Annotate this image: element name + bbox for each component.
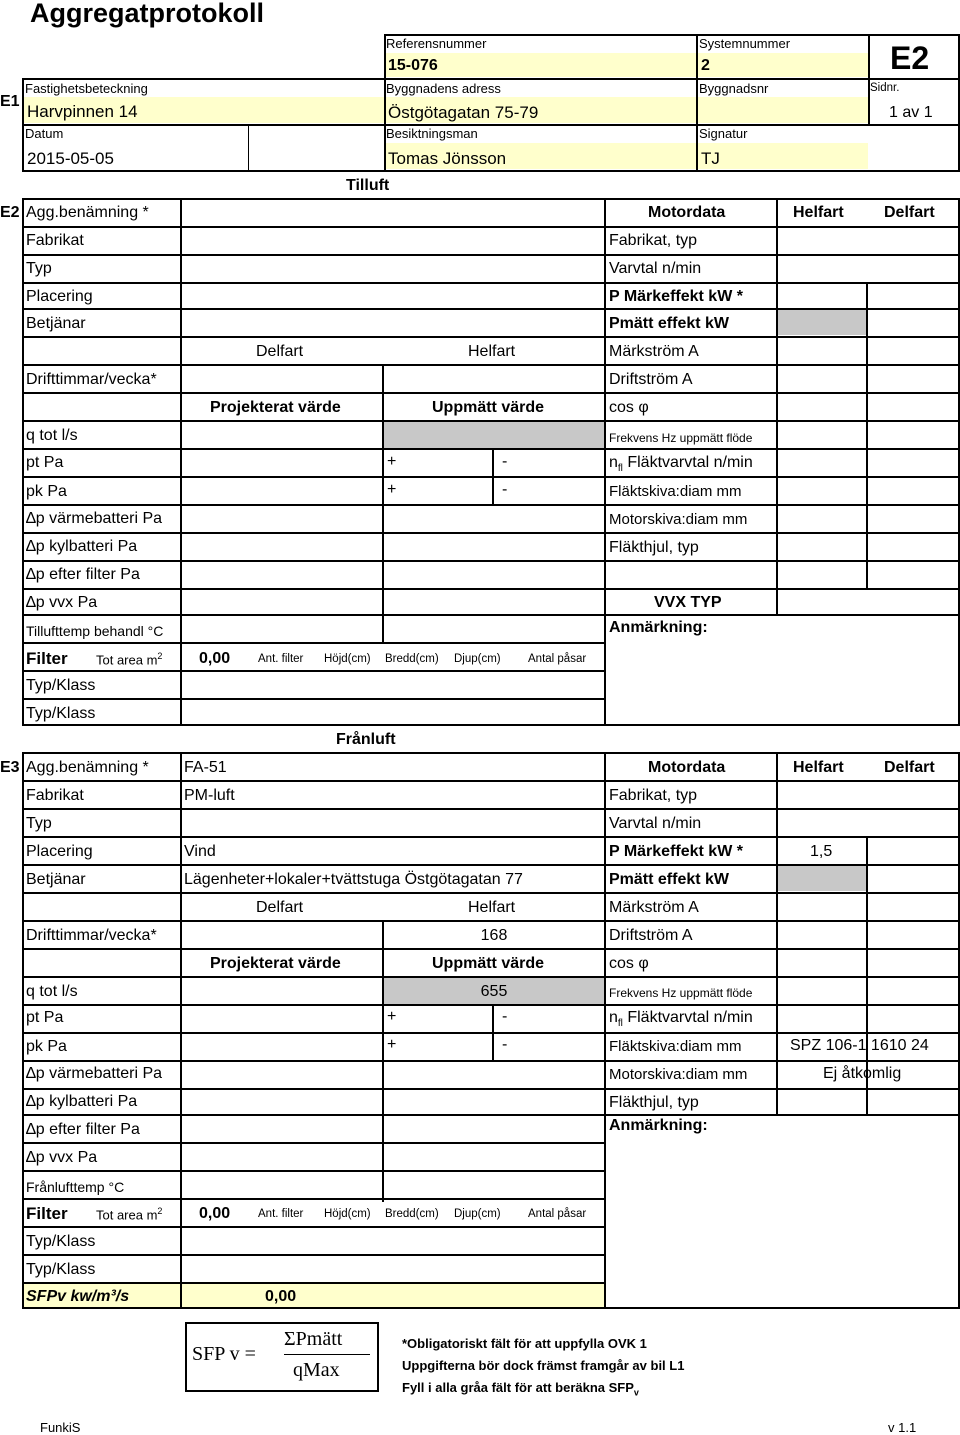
motor-helfart-label: Helfart [793,204,844,221]
grid-line [22,1254,606,1256]
grid-line [22,976,960,978]
kylbatteri-label: ∆p kylbatteri Pa [26,1093,138,1110]
grid-line [22,198,24,726]
grid-line [22,448,960,450]
pk-label: pk Pa [26,483,67,500]
header-line [22,170,960,172]
varvtal-label: Varvtal n/min [609,260,702,277]
typklass-label: Typ/Klass [26,1261,96,1278]
sign-field-bg [697,143,868,169]
grid-line [382,920,384,1202]
formula-numerator: ΣPmätt [284,1328,343,1350]
filter-label: Filter [26,1204,68,1223]
note-line-3: Fyll i alla gråa fält för att beräkna $SFP_v$ [402,1380,639,1398]
besikt-label: Besiktningsman [386,126,478,141]
markeffekt-label: P Märkeffekt kW * [609,843,743,860]
uppmatt-label: Uppmätt värde [432,399,545,416]
datum-value[interactable]: 2015-05-05 [27,149,114,168]
sign-value[interactable]: TJ [701,149,720,168]
formula-denominator: qMax [293,1359,340,1381]
tot-area-label: Tot area $m^2$ [96,1206,163,1223]
motorskiva-label: Motorskiva:diam mm [609,511,748,528]
temp-label: Frånlufttemp °C [26,1179,125,1195]
besikt-value[interactable]: Tomas Jönsson [388,149,507,168]
agg-label: Agg.benämning * [26,204,149,221]
typ-label: Typ [26,815,52,832]
franluft-code: E3 [0,759,20,776]
grid-line [22,504,960,506]
grid-line [492,1004,494,1060]
efter-filter-label: ∆p efter filter Pa [26,1121,140,1138]
delfart-col-label: Delfart [256,343,304,360]
grid-line [22,588,960,590]
datum-label: Datum [25,126,64,141]
fabrikat-typ-label: Fabrikat, typ [609,232,698,249]
grid-line [180,752,182,1309]
footer-version: v 1.1 [888,1420,917,1435]
pt-plus: + [387,453,397,470]
tilluft-heading: Tilluft [346,177,390,194]
header-line [248,125,249,170]
grid-line [22,1307,960,1309]
sign-label: Signatur [699,126,748,141]
addr-value[interactable]: Östgötagatan 75-79 [388,103,539,122]
pk-minus: - [502,481,508,498]
qtot-label: q tot l/s [26,427,78,444]
placering-value[interactable]: Vind [184,843,216,860]
grid-line [776,588,778,616]
pt-minus: - [502,453,508,470]
flaktvarvtal-label: $n_{fl}$ Fläktvarvtal n/min [609,454,753,475]
betjanar-label: Betjänar [26,871,86,888]
grid-line [604,198,606,726]
flakthjul-label: Fläkthjul, typ [609,1094,699,1111]
grid-line [776,752,778,1116]
anmarkning-label: Anmärkning: [609,619,708,636]
pt-plus: + [387,1008,397,1025]
header-line [384,34,386,172]
flaktskiva-value[interactable]: SPZ 106-1 1610 24 [790,1037,929,1054]
drifttimmar-label: Drifttimmar/vecka* [26,371,157,388]
addr-label: Byggnadens adress [386,81,501,96]
grid-line [22,1198,606,1200]
antal-pasar-label: Antal påsar [528,653,587,665]
header-line [22,78,960,80]
grid-line [22,420,960,422]
grid-line [22,642,606,644]
motor-helfart-label: Helfart [793,759,844,776]
grid-line [22,892,960,894]
page-title: Aggregatprotokoll [30,0,264,28]
pt-label: pt Pa [26,1009,64,1026]
typklass-label: Typ/Klass [26,1233,96,1250]
cos-label: cos φ [609,399,649,416]
grid-line [382,364,384,644]
tilluft-code: E2 [0,204,20,221]
grid-line [492,448,494,504]
pt-label: pt Pa [26,454,64,471]
sfpv-label: SFPv kw/m³/s [26,1288,130,1305]
betjanar-label: Betjänar [26,315,86,332]
temp-label: Tillufttemp behandl °C [26,623,164,639]
header-line [22,124,960,126]
grid-line [22,1114,960,1116]
grid-line [22,1032,960,1034]
formula-fraction-bar [284,1354,370,1355]
grid-line [22,1282,606,1284]
grid-line [22,1088,960,1090]
grid-line [22,476,960,478]
grid-line [22,254,960,256]
pk-plus: + [387,481,397,498]
sidnr-label: Sidnr. [870,82,900,94]
frekvens-label: Frekvens Hz uppmätt flöde [609,431,753,445]
qtot-value[interactable]: 655 [480,983,508,1000]
driftstrom-label: Driftström A [609,927,693,944]
vvx-typ-label: VVX TYP [654,594,722,611]
flaktskiva-label: Fläktskiva:diam mm [609,1038,742,1055]
bygg-field-bg [697,97,868,123]
pk-plus: + [387,1036,397,1053]
e1-code: E1 [0,93,20,110]
uppmatt-label: Uppmätt värde [432,955,545,972]
grid-line [22,724,960,726]
bygg-label: Byggnadsnr [699,81,769,96]
grid-line [22,308,960,310]
vvx-label: ∆p vvx Pa [26,594,98,611]
fabrikat-typ-label: Fabrikat, typ [609,787,698,804]
drifttimmar-helfart[interactable]: 168 [480,927,508,944]
grid-line [22,226,960,228]
sfp-formula-box [185,1322,379,1392]
grid-line [776,198,778,590]
kylbatteri-label: ∆p kylbatteri Pa [26,538,138,555]
motorskiva-value[interactable]: Ej åtkomlig [823,1065,902,1082]
grid-line [22,336,960,338]
djup-label: Djup(cm) [454,653,501,665]
anmarkning-label: Anmärkning: [609,1117,708,1134]
grid-line [22,1170,606,1172]
sidnr-value: 1 av 1 [889,104,933,121]
hojd-label: Höjd(cm) [324,653,371,665]
grid-line [22,948,960,950]
ref-value[interactable]: 15-076 [388,57,438,74]
sys-label: Systemnummer [699,36,791,51]
helfart-col-label: Helfart [468,899,516,916]
fabrikat-label: Fabrikat [26,787,84,804]
fast-label: Fastighetsbeteckning [25,81,148,96]
pmatt-grey-cell [777,865,868,891]
projekterat-label: Projekterat värde [210,399,341,416]
grid-line [22,780,960,782]
helfart-col-label: Helfart [468,343,516,360]
header-line [868,34,870,126]
markstrom-label: Märkström A [609,343,699,360]
motor-delfart-label: Delfart [884,759,935,776]
efter-filter-label: ∆p efter filter Pa [26,566,140,583]
flaktskiva-label: Fläktskiva:diam mm [609,483,742,500]
sys-value[interactable]: 2 [701,57,710,74]
tot-area-value: 0,00 [199,1205,231,1222]
varvtal-label: Varvtal n/min [609,815,702,832]
sfpv-value: 0,00 [265,1288,297,1305]
projekterat-label: Projekterat värde [210,955,341,972]
markeffekt-value[interactable]: 1,5 [810,843,833,860]
grid-line [604,752,606,1309]
page-code: E2 [890,40,930,76]
formula-lhs: SFP v = [192,1343,256,1365]
hojd-label: Höjd(cm) [324,1208,371,1220]
grid-line [22,864,960,866]
pk-minus: - [502,1036,508,1053]
grid-line [22,198,960,200]
ant-filter-label: Ant. filter [258,1208,304,1220]
pmatt-grey-cell [777,309,868,335]
note-line-1: *Obligatoriskt fält för att uppfylla OVK 1 [402,1336,647,1351]
filter-label: Filter [26,649,68,668]
bredd-label: Bredd(cm) [385,653,439,665]
pmatt-label: Pmätt effekt kW [609,871,730,888]
flaktvarvtal-label: $n_{fl}$ Fläktvarvtal n/min [609,1009,753,1030]
sys-field-bg [697,53,868,77]
djup-label: Djup(cm) [454,1208,501,1220]
ant-filter-label: Ant. filter [258,653,304,665]
note-line-2: Uppgifterna bör dock främst framgår av bil L1 [402,1358,685,1373]
grid-line [22,560,960,562]
grid-line [22,1226,606,1228]
pmatt-label: Pmätt effekt kW [609,315,730,332]
agg-label: Agg.benämning * [26,759,149,776]
qtot-label: q tot l/s [26,983,78,1000]
markeffekt-label: P Märkeffekt kW * [609,288,743,305]
vvx-label: ∆p vvx Pa [26,1149,98,1166]
flakthjul-label: Fläkthjul, typ [609,539,699,556]
delfart-col-label: Delfart [256,899,304,916]
tot-area-value: 0,00 [199,650,231,667]
qtot-grey-cell [383,421,605,448]
grid-line [22,752,24,1309]
grid-line [180,198,182,726]
pk-label: pk Pa [26,1038,67,1055]
antal-pasar-label: Antal påsar [528,1208,587,1220]
placering-label: Placering [26,288,93,305]
varmebatteri-label: ∆p värmebatteri Pa [26,1065,163,1082]
varmebatteri-label: ∆p värmebatteri Pa [26,510,163,527]
bredd-label: Bredd(cm) [385,1208,439,1220]
cos-label: cos φ [609,955,649,972]
grid-line [22,1004,960,1006]
header-line [22,78,24,172]
typklass-label: Typ/Klass [26,677,96,694]
fabrikat-value[interactable]: PM-luft [184,787,235,804]
grid-line [22,670,606,672]
betjanar-value[interactable]: Lägenheter+lokaler+tvättstuga Östgötagatan 77 [184,871,523,888]
frekvens-label: Frekvens Hz uppmätt flöde [609,986,753,1000]
grid-line [22,614,960,616]
typklass-label: Typ/Klass [26,705,96,722]
motorskiva-label: Motorskiva:diam mm [609,1066,748,1083]
ref-label: Referensnummer [386,36,487,51]
driftstrom-label: Driftström A [609,371,693,388]
tot-area-label: Tot area $m^2$ [96,651,163,668]
header-line [696,34,698,172]
grid-line [22,920,960,922]
grid-line [22,392,960,394]
franluft-heading: Frånluft [336,731,396,748]
placering-label: Placering [26,843,93,860]
grid-line [22,1060,960,1062]
motor-delfart-label: Delfart [884,204,935,221]
grid-line [866,282,868,590]
drifttimmar-label: Drifttimmar/vecka* [26,927,157,944]
grid-line [22,364,960,366]
grid-line [22,752,960,754]
typ-label: Typ [26,260,52,277]
motordata-label: Motordata [648,204,726,221]
pt-minus: - [502,1008,508,1025]
fast-value[interactable]: Harvpinnen 14 [27,102,138,121]
grid-line [22,808,960,810]
markstrom-label: Märkström A [609,899,699,916]
grid-line [22,282,960,284]
motordata-label: Motordata [648,759,726,776]
fabrikat-label: Fabrikat [26,232,84,249]
grid-line [22,532,960,534]
grid-line [22,1142,606,1144]
grid-line [22,698,606,700]
grid-line [22,836,960,838]
agg-value[interactable]: FA-51 [184,759,227,776]
footer-left: FunkiS [40,1420,81,1435]
